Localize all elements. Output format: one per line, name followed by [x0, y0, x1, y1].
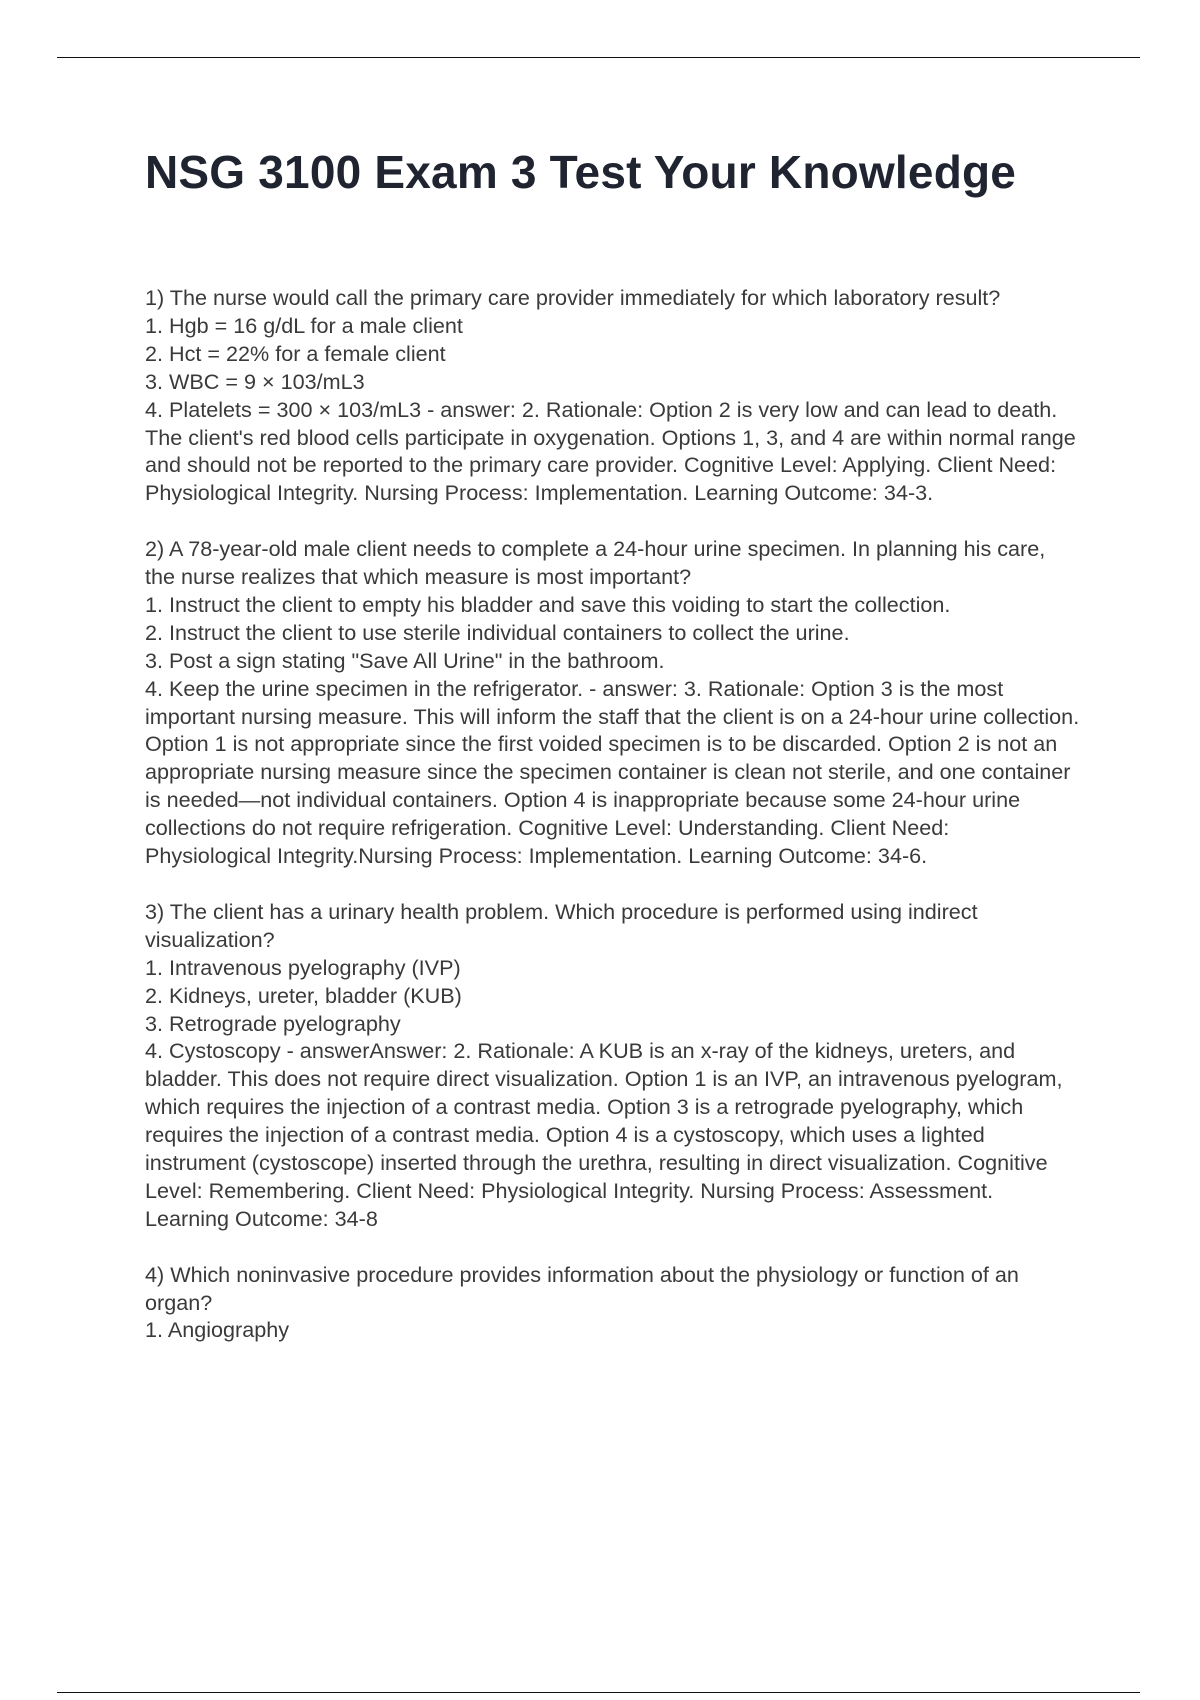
option: 3. Post a sign stating "Save All Urine" in the bathroom.	[145, 647, 665, 673]
option: 1. Instruct the client to empty his bladder and save this voiding to start the collection.	[145, 591, 951, 617]
question-prompt: 4) Which noninvasive procedure provides information about the physiology or function of an organ?	[145, 1261, 1019, 1315]
document-body	[145, 284, 1080, 1372]
question-2	[145, 535, 1080, 870]
option-with-answer: 4. Platelets = 300 × 103/mL3 - answer: 2. Rationale: Option 2 is very low and can lead to death. The client's red blood cells participate in oxygenation. Options 1, 3, and 4 are within normal range and should not be reported to the primary care provider. Cognitive Level: Applying. Client Need: Physiological Integrity. Nursing Process: Implementation. Learning Outcome: 34-3.	[145, 396, 1076, 506]
option-with-answer: 4. Keep the urine specimen in the refrigerator. - answer: 3. Rationale: Option 3 is the most important nursing measure. This will inform the staff that the client is on a 24-hour urine collection. Option 1 is not appropriate since the first voided specimen is to be discarded. Option 2 is not an appropriate nursing measure since the specimen container is clean not sterile, and one container is needed—not individual containers. Option 4 is inappropriate because some 24-hour urine collections do not require refrigeration. Cognitive Level: Understanding. Client Need: Physiological Integrity.Nursing Process: Implementation. Learning Outcome: 34-6.	[145, 675, 1080, 869]
option: 2. Hct = 22% for a female client	[145, 340, 446, 366]
question-prompt: 1) The nurse would call the primary care provider immediately for which laboratory result?	[145, 285, 1001, 310]
option: 1. Angiography	[145, 1317, 290, 1343]
option: 1. Intravenous pyelography (IVP)	[145, 954, 461, 980]
option: 2. Kidneys, ureter, bladder (KUB)	[145, 982, 462, 1008]
top-rule	[57, 57, 1140, 58]
question-prompt: 2) A 78-year-old male client needs to complete a 24-hour urine specimen. In planning his care, the nurse realizes that which measure is most important?	[145, 536, 1046, 590]
option: 3. Retrograde pyelography	[145, 1010, 401, 1036]
page-title: NSG 3100 Exam 3 Test Your Knowledge	[145, 146, 1017, 198]
question-3	[145, 898, 1080, 1233]
option: 3. WBC = 9 × 103/mL3	[145, 368, 365, 394]
option: 2. Instruct the client to use sterile individual containers to collect the urine.	[145, 619, 850, 645]
option: 1. Hgb = 16 g/dL for a male client	[145, 312, 463, 338]
question-prompt: 3) The client has a urinary health problem. Which procedure is performed using indirect visualization?	[145, 898, 978, 952]
question-4	[145, 1261, 1080, 1345]
option-with-answer: 4. Cystoscopy - answerAnswer: 2. Rationale: A KUB is an x-ray of the kidneys, ureters, and bladder. This does not require direct visualization. Option 1 is an IVP, an intravenous pyelogram, which requires the injection of a contrast media. Option 3 is a retrograde pyelography, which requires the injection of a contrast media. Option 4 is a cystoscopy, which uses a lighted instrument (cystoscope) inserted through the urethra, resulting in direct visualization. Cognitive Level: Remembering. Client Need: Physiological Integrity. Nursing Process: Assessment. Learning Outcome: 34-8	[145, 1038, 1063, 1231]
bottom-rule	[57, 1692, 1140, 1693]
question-1	[145, 284, 1080, 507]
